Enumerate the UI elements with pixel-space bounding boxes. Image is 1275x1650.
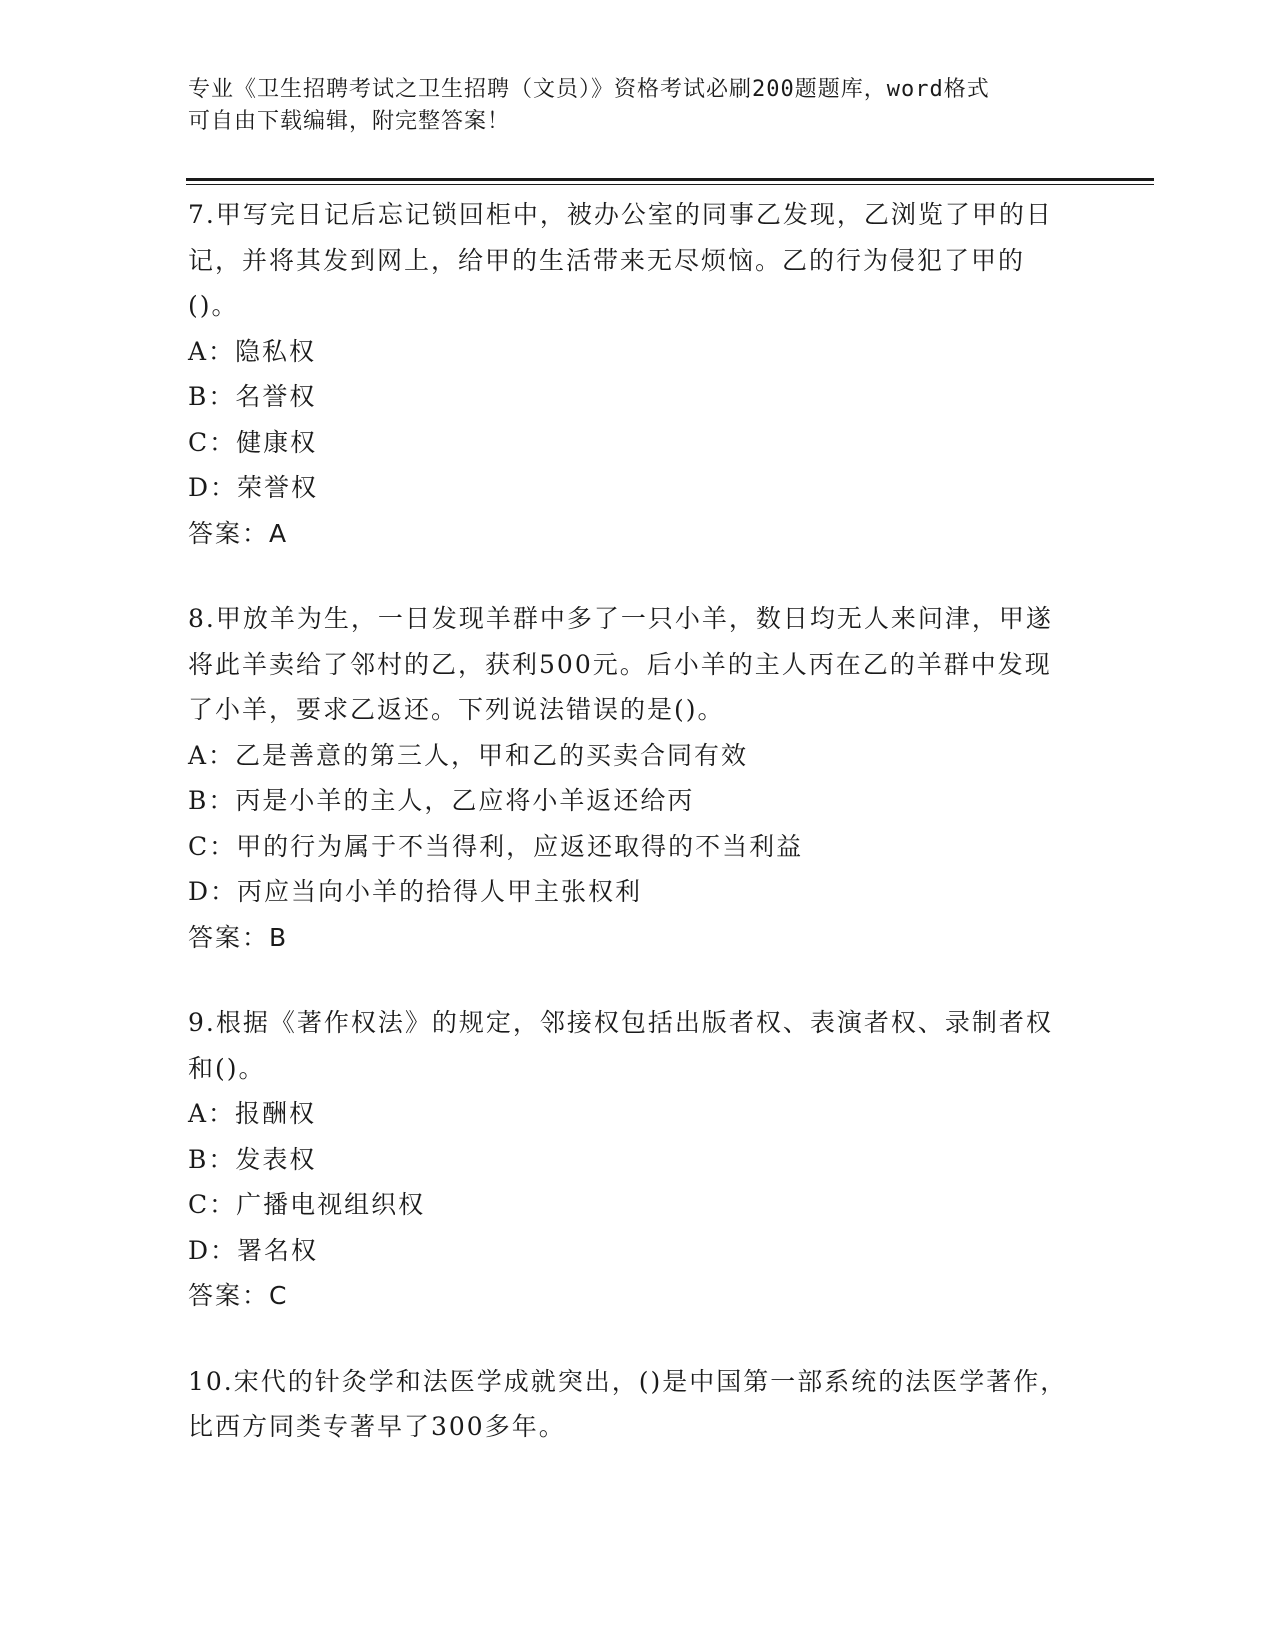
question-10 <box>188 1359 1068 1450</box>
option-c: C：广播电视组织权 <box>188 1190 426 1219</box>
option-a: A：隐私权 <box>188 336 317 366</box>
option-d: D：荣誉权 <box>188 473 319 502</box>
option-d: D：丙应当向小羊的拾得人甲主张权利 <box>188 877 643 906</box>
option-a: A：乙是善意的第三人，甲和乙的买卖合同有效 <box>188 740 749 770</box>
option-b: B：发表权 <box>188 1144 317 1174</box>
question-stem: 8.甲放羊为生，一日发现羊群中多了一只小羊，数日均无人来问津，甲遂将此羊卖给了邻村的乙，获利500元。后小羊的主人丙在乙的羊群中发现了小羊，要求乙返还。下列说法错误的是()。 <box>188 604 1053 724</box>
question-9 <box>188 1000 1068 1319</box>
question-list <box>188 192 1068 1490</box>
question-stem: 7.甲写完日记后忘记锁回柜中，被办公室的同事乙发现，乙浏览了甲的日记，并将其发到网上，给甲的生活带来无尽烦恼。乙的行为侵犯了甲的()。 <box>188 200 1053 320</box>
option-d: D：署名权 <box>188 1235 319 1265</box>
question-stem: 10.宋代的针灸学和法医学成就突出，()是中国第一部系统的法医学著作，比西方同类专著早了300多年。 <box>188 1366 1068 1441</box>
header-divider-thin <box>186 184 1154 185</box>
header-divider-thick <box>186 178 1154 181</box>
option-b: B：丙是小羊的主人，乙应将小羊返还给丙 <box>188 786 695 815</box>
option-c: C：甲的行为属于不当得利，应返还取得的不当利益 <box>188 831 804 861</box>
header-line-1: 专业《卫生招聘考试之卫生招聘（文员）》资格考试必刷200题题库，word格式 <box>188 77 990 102</box>
answer: 答案：A <box>188 518 289 548</box>
answer: 答案：C <box>188 1281 289 1310</box>
option-c: C：健康权 <box>188 427 318 457</box>
option-b: B：名誉权 <box>188 382 317 411</box>
header-line-2: 可自由下载编辑，附完整答案！ <box>188 109 511 134</box>
question-stem: 9.根据《著作权法》的规定，邻接权包括出版者权、表演者权、录制者权和()。 <box>188 1008 1053 1083</box>
answer: 答案：B <box>188 922 289 952</box>
question-8 <box>188 596 1068 960</box>
option-a: A：报酬权 <box>188 1099 317 1128</box>
question-7 <box>188 192 1068 556</box>
document-header <box>188 74 1068 138</box>
